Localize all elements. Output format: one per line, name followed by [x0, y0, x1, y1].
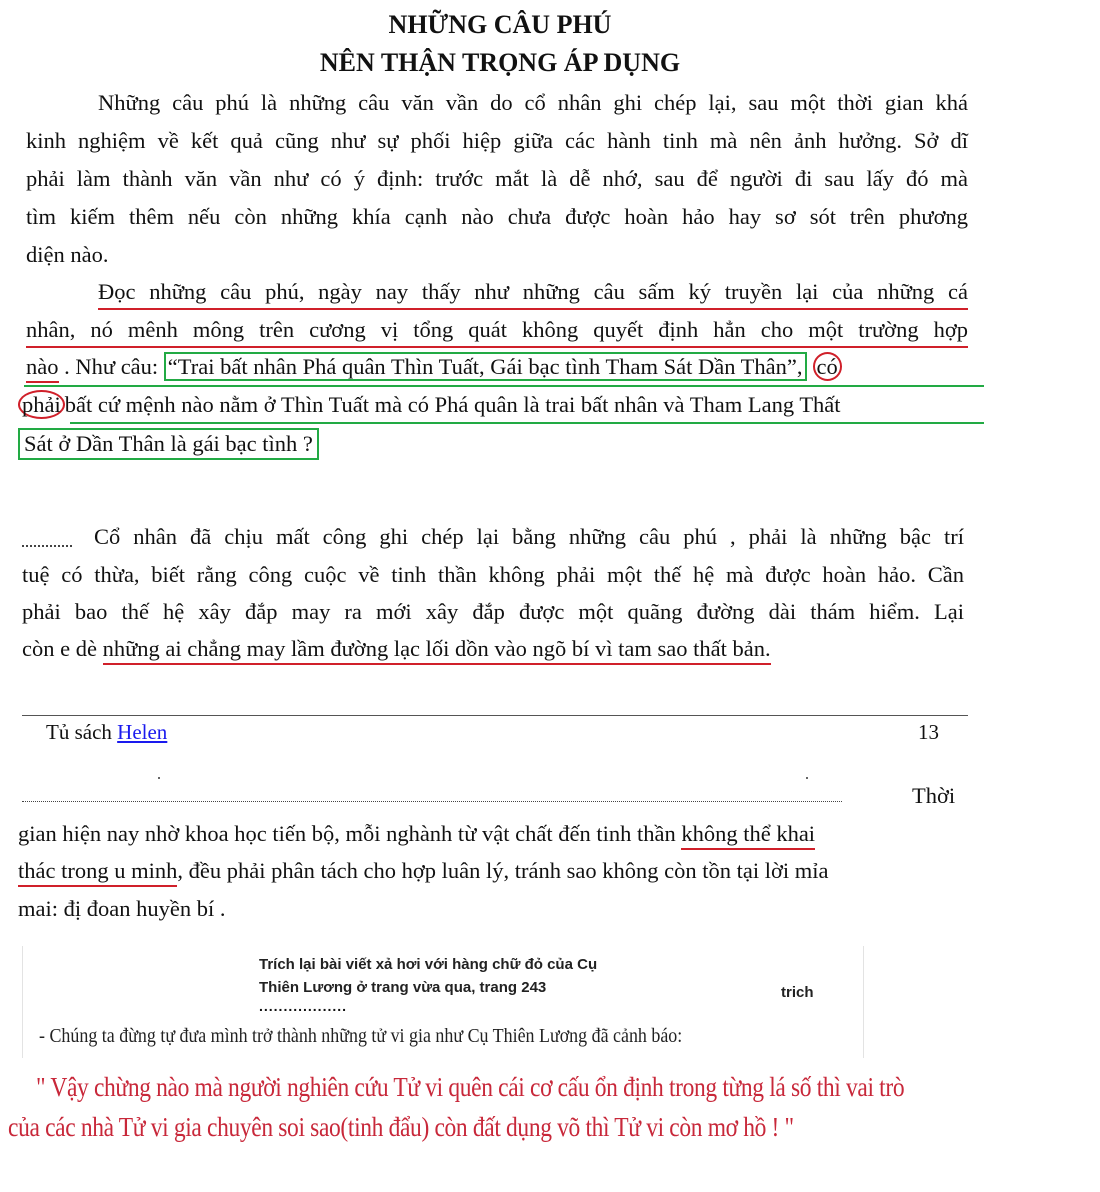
footer-label: Tủ sách Helen	[46, 720, 168, 744]
para2-line-4	[18, 391, 841, 419]
para3-line-1: Cổ nhân đã chịu mất công ghi chép lại bằng những câu phú , phải là những bậc trí	[94, 524, 964, 549]
speck-right	[806, 777, 808, 779]
para2-line-3	[26, 353, 842, 381]
page-number: 13	[918, 720, 939, 744]
para1-line-2: kinh nghiệm về kết quả cũng như sự phối hiệp giữa các hành tinh mà nên ảnh hưởng. Sở dĩ	[26, 128, 968, 153]
para2-line-2: nhân, nó mênh mông trên cương vị tổng quát không quyết định hẳn cho một trường hợp	[26, 316, 968, 348]
red-quote-line-2: của các nhà Tử vi gia chuyên soi sao(tinh đẩu) còn đất dụng võ thì Tử vi còn mơ hồ ! "	[8, 1112, 794, 1142]
clip-text: - Chúng ta đừng tự đưa mình trở thành những tử vi gia như Cụ Thiên Lương đã cảnh báo:	[39, 1026, 683, 1047]
circled-phai: phải	[18, 390, 65, 419]
underlined-nao: nào	[26, 354, 59, 383]
nhu-cau-label: . Như câu:	[58, 354, 164, 379]
red-quote-line-1: " Vậy chừng nào mà người nghiên cứu Tử vi quên cái cơ cấu ổn định trong từng lá số thì vai trò	[36, 1072, 905, 1102]
para4-line-2: gian hiện nay nhờ khoa học tiến bộ, mỗi nghành từ vật chất đến tinh thần không thể khai	[18, 820, 815, 848]
clip-trich: trich	[781, 984, 814, 1001]
para3-line-4: còn e dè những ai chẳng may lầm đường lạc lối dồn vào ngõ bí vì tam sao thất bản.	[22, 635, 771, 663]
title-line-2: NÊN THẬN TRỌNG ÁP DỤNG	[319, 48, 681, 77]
para1-line-1: Những câu phú là những câu văn vần do cổ nhân ghi chép lại, sau một thời gian khá	[98, 90, 968, 115]
circled-co: có	[813, 352, 842, 381]
dotted-leader-long	[22, 801, 842, 802]
para4-line-3: thác trong u minh, đều phải phân tách cho hợp luân lý, tránh sao không còn tồn tại lời mỉa	[18, 857, 829, 885]
clip-caption-1: Trích lại bài viết xả hơi với hàng chữ đỏ của Cụ	[259, 956, 598, 973]
para1-line-5: diện nào.	[26, 242, 109, 267]
footer-rule	[22, 715, 968, 716]
dotted-leader	[22, 545, 72, 547]
para4-line-1: Thời	[912, 783, 956, 808]
underlined-thac-trong-u-minh: thác trong u minh	[18, 858, 177, 887]
para1-line-3: phải làm thành văn vần như có ý định: trước mắt là dễ nhớ, sau để người đi sau lấy đó mà	[26, 166, 968, 191]
title-line-1: NHỮNG CÂU PHÚ	[388, 10, 612, 39]
quoted-phrase-box: “Trai bất nhân Phá quân Thìn Tuất, Gái bạc tình Tham Sát Dần Thân”,	[164, 352, 807, 381]
para4-line-4: mai: đị đoan huyền bí .	[18, 896, 226, 921]
green-box-bottom-rule	[70, 422, 984, 424]
para3-line-2: tuệ có thừa, biết rằng công cuộc về tinh thần không phải một thế hệ mà được hoàn hảo. Cần	[22, 562, 964, 587]
para2-line-4-rest: bất cứ mệnh nào nằm ở Thìn Tuất mà có Phá quân là trai bất nhân và Tham Lang Thất	[64, 392, 841, 417]
para2-line-5: Sát ở Dần Thân là gái bạc tình ?	[18, 428, 319, 460]
embedded-clipping	[22, 946, 864, 1058]
para2-line-1: Đọc những câu phú, ngày nay thấy như những câu sấm ký truyền lại của những cá	[98, 278, 968, 310]
underlined-phrase: những ai chẳng may lầm đường lạc lối dồn vào ngõ bí vì tam sao thất bản.	[103, 636, 771, 665]
underlined-khong-the-khai: không thể khai	[681, 821, 815, 850]
helen-link[interactable]: Helen	[117, 720, 168, 744]
green-box-top-rule	[24, 385, 984, 387]
clip-dots: ..................	[259, 998, 348, 1014]
clip-caption-2: Thiên Lương ở trang vừa qua, trang 243	[259, 979, 547, 996]
para3-line-3: phải bao thế hệ xây đắp may ra mới xây đắp được một quãng đường dài thám hiểm. Lại	[22, 599, 964, 624]
speck-left	[158, 777, 160, 779]
para1-line-4: tìm kiếm thêm nếu còn những khía cạnh nào chưa được hoàn hảo hay sơ sót trên phương	[26, 204, 968, 229]
